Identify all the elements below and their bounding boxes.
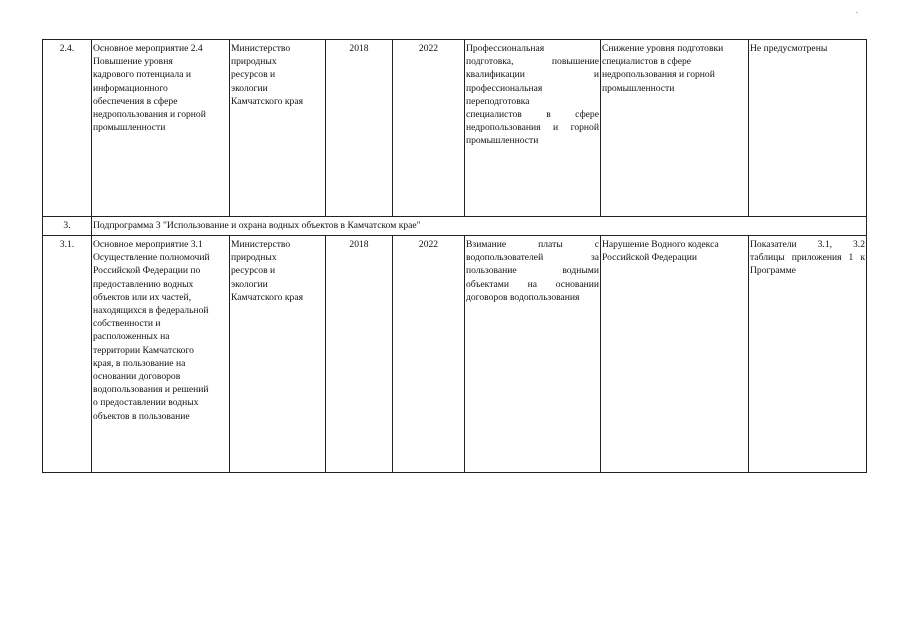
cell-event (92, 236, 230, 473)
result-line: профессиональная (466, 82, 543, 94)
table-row-3-1 (43, 236, 867, 473)
executor-line: Министерство (231, 239, 291, 250)
cell-number: 3.1. (43, 236, 92, 473)
table-row-2-4 (43, 40, 867, 217)
executor-line: ресурсов и (231, 69, 276, 81)
consequences-line: специалистов в сфере (602, 56, 692, 68)
cell-number: 3. (43, 217, 92, 236)
cell-end-year: 2022 (393, 236, 465, 473)
event-line: Российской Федерации по (93, 265, 201, 277)
cell-start-year: 2018 (326, 40, 393, 217)
consequences-line: Нарушение Водного кодекса (602, 239, 719, 250)
result-line: переподготовка (466, 95, 530, 107)
result-line: недропользования и горной (466, 122, 599, 134)
cell-consequences (601, 236, 749, 473)
event-line: собственности и (93, 318, 161, 330)
cell-indicators (749, 236, 867, 473)
indicators-line: Показатели 3.1, 3.2 (750, 239, 865, 250)
event-line: Основное мероприятие 2.4 (93, 43, 203, 54)
cell-executor (230, 236, 326, 473)
result-line: объектами на основании (466, 278, 599, 290)
executor-line: Министерство (231, 43, 291, 54)
cell-consequences (601, 40, 749, 217)
cell-result (465, 40, 601, 217)
event-line: края, в пользование на (93, 357, 186, 369)
executor-line: экологии (231, 82, 268, 94)
result-line: договоров водопользования (466, 291, 580, 303)
result-line: Профессиональная (466, 43, 545, 54)
executor-line: Камчатского края (231, 291, 303, 303)
table-row-subprogram-3 (43, 217, 867, 236)
executor-line: Камчатского края (231, 95, 303, 107)
cell-executor (230, 40, 326, 217)
indicators-line: Программе (750, 265, 796, 277)
event-line: Повышение уровня (93, 56, 173, 68)
result-line: промышленности (466, 135, 539, 147)
event-line: территории Камчатского (93, 344, 194, 356)
executor-line: природных (231, 252, 277, 264)
event-line: информационного (93, 82, 168, 94)
executor-line: экологии (231, 278, 268, 290)
cell-result (465, 236, 601, 473)
event-line: недропользования и горной (93, 109, 206, 121)
event-line: объектов или их частей, (93, 291, 192, 303)
program-table (42, 39, 867, 473)
cell-number: 2.4. (43, 40, 92, 217)
result-line: водопользователей за (466, 252, 599, 264)
event-line: Основное мероприятие 3.1 (93, 239, 203, 250)
indicators-line: Не предусмотрены (750, 43, 828, 54)
cell-start-year: 2018 (326, 236, 393, 473)
consequences-line: недропользования и горной (602, 69, 715, 81)
event-line: водопользования и решений (93, 384, 209, 396)
consequences-line: промышленности (602, 82, 675, 94)
executor-line: ресурсов и (231, 265, 276, 277)
event-line: кадрового потенциала и (93, 69, 191, 81)
event-line: находящихся в федеральной (93, 305, 209, 317)
event-line: Осуществление полномочий (93, 252, 210, 264)
event-line: о предоставлении водных (93, 397, 199, 409)
result-line: Взимание платы с (466, 239, 599, 250)
event-line: расположенных на (93, 331, 170, 343)
cell-end-year: 2022 (393, 40, 465, 217)
executor-line: природных (231, 56, 277, 68)
result-line: пользование водными (466, 265, 599, 277)
result-line: подготовка, повышение (466, 56, 599, 68)
result-line: квалификации и (466, 69, 599, 81)
cell-subprogram-title: Подпрограмма 3 "Использование и охрана водных объектов в Камчатском крае" (92, 217, 867, 236)
scan-speck (856, 12, 858, 13)
consequences-line: Российской Федерации (602, 252, 697, 264)
event-line: промышленности (93, 122, 166, 134)
cell-indicators (749, 40, 867, 217)
event-line: обеспечения в сфере (93, 95, 178, 107)
result-line: специалистов в сфере (466, 109, 599, 121)
consequences-line: Снижение уровня подготовки (602, 43, 724, 54)
indicators-line: таблицы приложения 1 к (750, 252, 865, 264)
event-line: предоставлению водных (93, 278, 194, 290)
event-line: основании договоров (93, 371, 181, 383)
event-line: объектов в пользование (93, 410, 190, 422)
cell-event (92, 40, 230, 217)
